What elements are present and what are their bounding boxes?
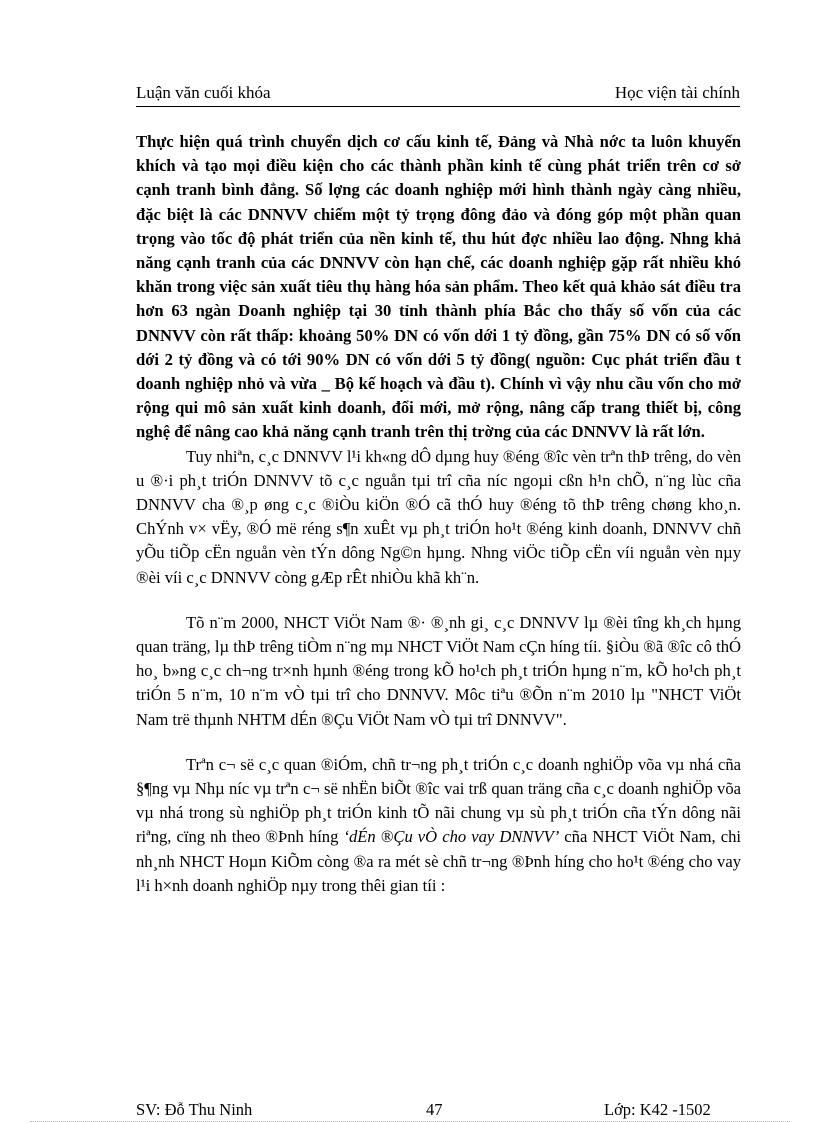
footer-class: Lớp: K42 -1502 [604,1100,711,1119]
paragraph-gap [136,590,741,611]
paragraph-4-italic: ‘dÉn ®Çu vÒ cho vay DNNVV’ [343,827,560,847]
page-bottom-divider [30,1121,790,1122]
paragraph-gap [136,732,741,753]
paragraph-4-start: Trªn c¬ së c¸c quan ®iÓm, chñ tr¬ng ph¸t triÓn c¸c doanh nghiÖp võa vµ nhá cña §¶ng vµ Nhµ níc vµ trªn c¬ së nhËn biÕt ®îc vai trß quan träng cña c¸c doanh nghiÖp võa vµ nhá trong sù nghiÖp ph¸t triÓn kinh tÕ nãi chung vµ sù ph¸t triÓn cña tÝn dông nãi riªng, cïng nh theo ®Þnh híng [136,754,741,847]
paragraph-4-end: cña NHCT ViÖt Nam, chi nh¸nh NHCT Hoµn KiÕm còng ®a ra mét sè chñ tr¬ng ®Þnh híng cho ho¹t ®éng cho vay l¹i h×nh doanh nghiÖp nµy trong thêi gian tíi : [136,827,741,895]
paragraph-3: Tõ n¨m 2000, NHCT ViÖt Nam ®· ®¸nh gi¸ c¸c DNNVV lµ ®èi tîng kh¸ch hµng quan träng, lµ thÞ trêng tiÒm n¨ng mµ NHCT ViÖt Nam cÇn híng tíi. §iÒu ®ã ®îc cô thÓ ho¸ b»ng c¸c ch¬ng tr×nh hµnh ®éng trong kÕ ho¹ch ph¸t triÓn hµng n¨m, kÕ ho¹ch ph¸t triÓn 5 n¨m, 10 n¨m vÒ tµi trî cho DNNVV. Môc tiªu ®Õn n¨m 2010 lµ "NHCT ViÖt Nam trë thµnh NHTM dÉn ®Çu ViÖt Nam vÒ tµi trî DNNVV". [136,612,741,729]
paragraph-4 [136,753,741,898]
footer-page-number: 47 [426,1100,443,1119]
header-institution: Học viện tài chính [614,83,740,102]
document-body [136,130,741,898]
paragraph-1: Thực hiện quá trình chuyển dịch cơ cấu kinh tế, Đảng và Nhà nớc ta luôn khuyến khích và tạo mọi điều kiện cho các thành phần kinh tế cùng phát triển trên cơ sở cạnh tranh bình đẳng. Số lợng các doanh nghiệp mới hình thành ngày càng nhiều, đặc biệt là các DNNVV chiếm một tỷ trọng đông đảo và đóng góp một phần quan trọng vào tốc độ phát triển của nền kinh tế, thu hút đợc nhiều lao động. Nhng khả năng cạnh tranh của các DNNVV còn hạn chế, các doanh nghiệp gặp rất nhiều khó khăn trong việc sản xuất tiêu thụ hàng hóa sản phẩm. Theo kết quả khảo sát điều tra hơn 63 ngàn Doanh nghiệp tại 30 tỉnh thành phía Bắc cho thấy số vốn của các DNNVV còn rất thấp: khoảng 50% DN có vốn dới 1 tỷ đồng, gần 75% DN có số vốn dới 2 tỷ đồng và có tới 90% DN có vốn dới 5 tỷ đồng( nguồn: Cục phát triển đầu t doanh nghiệp nhỏ và vừa _ Bộ kế hoạch và đầu t). Chính vì vậy nhu cầu vốn cho mở rộng qui mô sản xuất kinh doanh, đổi mới, mở rộng, nâng cấp trang thiết bị, công nghệ để nâng cao khả năng cạnh tranh trên thị trờng của các DNNVV là rất lớn. [136,132,741,442]
header-thesis-label: Luận văn cuối khóa [136,83,271,102]
page-header [136,80,740,107]
footer-student: SV: Đỗ Thu Ninh [136,1100,253,1119]
paragraph-2: Tuy nhiªn, c¸c DNNVV l¹i kh«ng dÔ dµng huy ®éng ®îc vèn trªn thÞ trêng, do vèn u ®·i ph¸t triÓn DNNVV tõ c¸c nguån tµi trî cña níc ngoµi cßn h¹n chÕ, n¨ng lùc cña DNNVV cha ®¸p øng c¸c ®iÒu kiÖn ®Ó cã thÓ huy ®éng tõ thÞ trêng chøng kho¸n. ChÝnh v× vËy, ®Ó më réng s¶n xuÊt vµ ph¸t triÓn ho¹t ®éng kinh doanh, DNNVV chñ yÕu tiÕp cËn nguån vèn tÝn dông Ng©n hµng. Nhng viÖc tiÕp cËn víi nguån vèn nµy ®èi víi c¸c DNNVV còng gÆp rÊt nhiÒu khã kh¨n. [136,446,741,587]
